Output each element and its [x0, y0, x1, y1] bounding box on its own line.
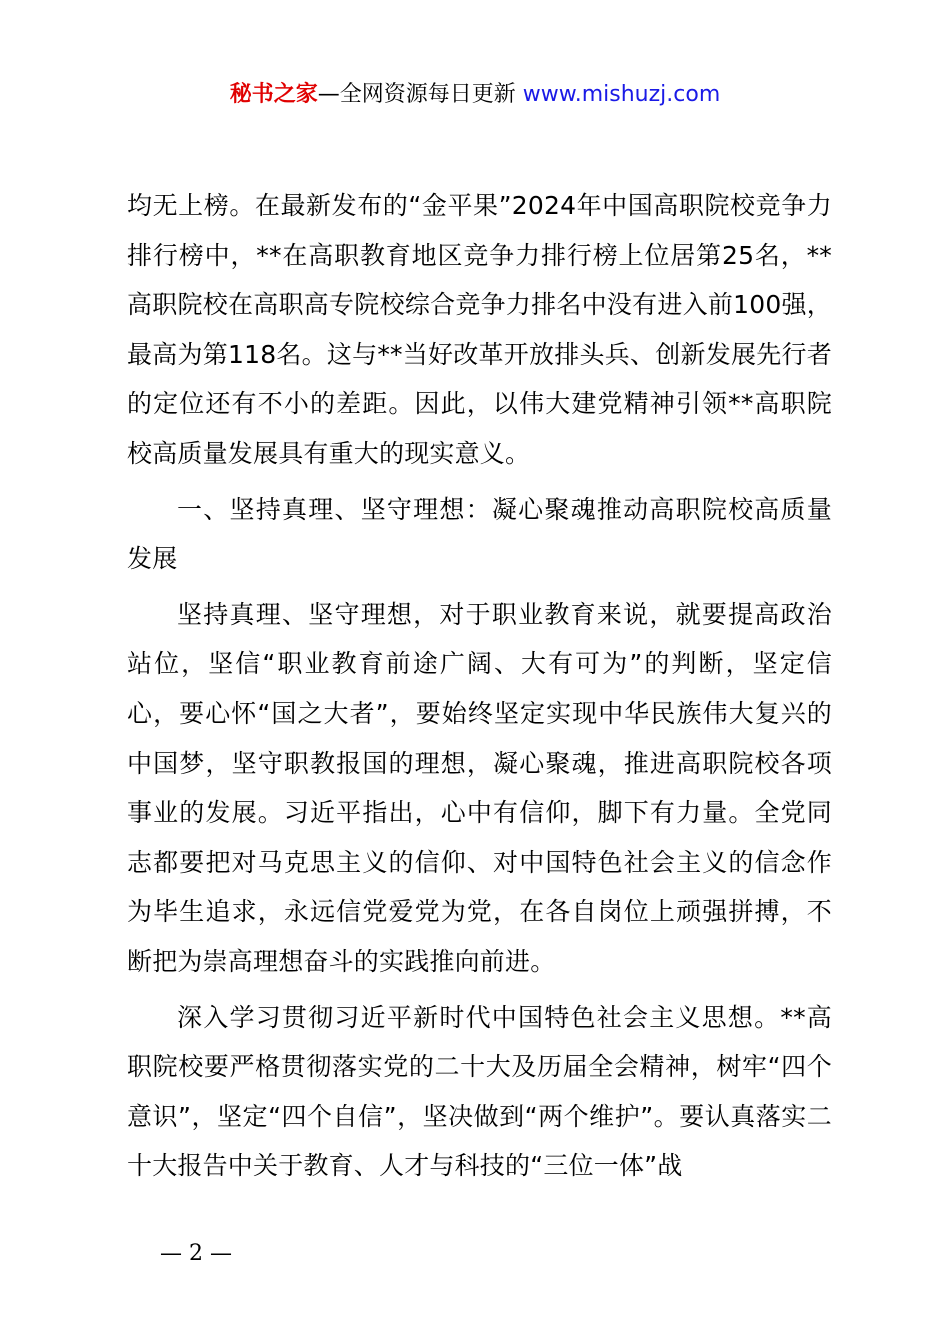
- paragraph: 坚持真理、坚守理想，对于职业教育来说，就要提高政治站位，坚信“职业教育前途广阔、大有可为”的判断，坚定信心，要心怀“国之大者”，要始终坚定实现中华民族伟大复兴的中国梦，坚守职教报国的理想，凝心聚魂，推进高职院校各项事业的发展。习近平指出，心中有信仰，脚下有力量。全党同志都要把对马克思主义的信仰、对中国特色社会主义的信念作为毕生追求，永远信党爱党为党，在各自岗位上顽强拼搏，不断把为崇高理想奋斗的实践推向前进。: [127, 599, 832, 976]
- paragraph: 深入学习贯彻习近平新时代中国特色社会主义思想。**高职院校要严格贯彻落实党的二十大及历届全会精神，树牢“四个意识”，坚定“四个自信”，坚决做到“两个维护”。要认真落实二十大报告中关于教育、人才与科技的“三位一体”战: [127, 1002, 832, 1181]
- header-tagline: —全网资源每日更新: [317, 82, 516, 107]
- brand-name: 秘书之家: [229, 82, 318, 107]
- document-body: [127, 181, 832, 1191]
- section-heading: 一、坚持真理、坚守理想：凝心聚魂推动高职院校高质量发展: [127, 494, 832, 574]
- site-header: [0, 78, 950, 112]
- page-number: — 2 —: [160, 1241, 232, 1266]
- paragraph-continuation: 均无上榜。在最新发布的“金平果”2024年中国高职院校竞争力排行榜中，**在高职教育地区竞争力排行榜上位居第25名，**高职院校在高职高专院校综合竞争力排名中没有进入前100强，最高为第118名。这与**当好改革开放排头兵、创新发展先行者的定位还有不小的差距。因此，以伟大建党精神引领**高职院校高质量发展具有重大的现实意义。: [127, 191, 832, 468]
- site-url-link[interactable]: www.mishuzj.com: [522, 82, 721, 107]
